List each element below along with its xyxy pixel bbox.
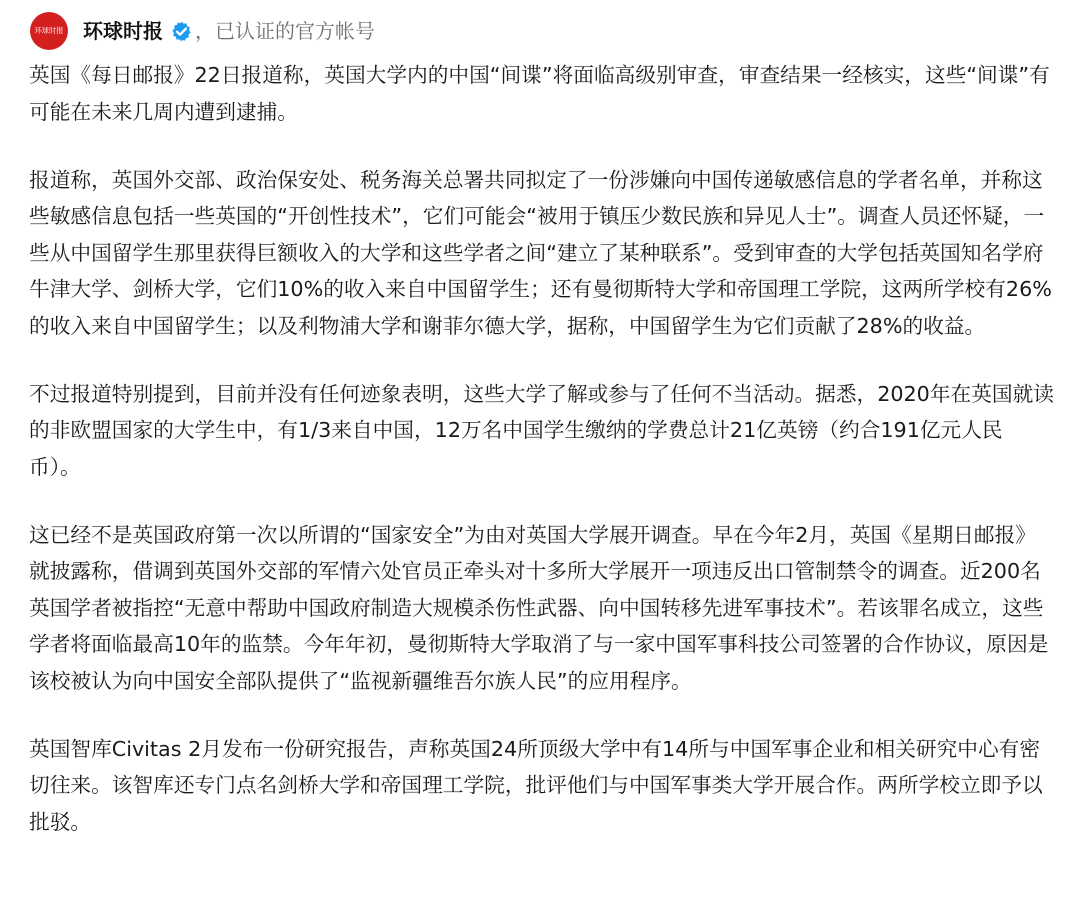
article-paragraph-1: 英国《每日邮报》22日报道称，英国大学内的中国“间谍”将面临高级别审查，审查结果一经核实，这些“间谍”有可能在未来几周内遭到逮捕。: [29, 63, 1050, 124]
article-paragraph-3: 不过报道特别提到，目前并没有任何迹象表明，这些大学了解或参与了任何不当活动。据悉，2020年在英国就读的非欧盟国家的大学生中，有1/3来自中国，12万名中国学生缴纳的学费总计21亿英镑（约合191亿元人民币）。: [29, 381, 1054, 479]
avatar-logo-text: 环球时报: [34, 26, 64, 35]
verified-badge-icon: [170, 20, 193, 43]
account-header: [30, 12, 375, 50]
article-paragraph-2: 报道称，英国外交部、政治保安处、税务海关总署共同拟定了一份涉嫌向中国传递敏感信息的学者名单，并称这些敏感信息包括一些英国的“开创性技术”，它们可能会“被用于镇压少数民族和异见人士”。调查人员还怀疑，一些从中国留学生那里获得巨额收入的大学和这些学者之间“建立了某种联系”。受到审查的大学包括英国知名学府牛津大学、剑桥大学，它们10%的收入来自中国留学生；还有曼彻斯特大学和帝国理工学院，这两所学校有26%的收入来自中国留学生；以及利物浦大学和谢菲尔德大学，据称，中国留学生为它们贡献了28%的收益。: [29, 167, 1052, 338]
account-name[interactable]: 环球时报: [83, 19, 163, 43]
account-avatar[interactable]: [30, 12, 68, 50]
article-paragraph-4: 这已经不是英国政府第一次以所谓的“国家安全”为由对英国大学展开调查。早在今年2月，英国《星期日邮报》就披露称，借调到英国外交部的军情六处官员正牵头对十多所大学展开一项违反出口管制禁令的调查。近200名英国学者被指控“无意中帮助中国政府制造大规模杀伤性武器、向中国转移先进军事技术”。若该罪名成立，这些学者将面临最高10年的监禁。今年年初，曼彻斯特大学取消了与一家中国军事科技公司签署的合作协议，原因是该校被认为向中国安全部队提供了“监视新疆维吾尔族人民”的应用程序。: [29, 522, 1049, 693]
article-body: [29, 57, 1054, 840]
verified-account-label: ，已认证的官方帐号: [195, 19, 375, 43]
article-paragraph-5: 英国智库Civitas 2月发布一份研究报告，声称英国24所顶级大学中有14所与中国军事企业和相关研究中心有密切往来。该智库还专门点名剑桥大学和帝国理工学院，批评他们与中国军事类大学开展合作。两所学校立即予以批驳。: [29, 736, 1043, 834]
